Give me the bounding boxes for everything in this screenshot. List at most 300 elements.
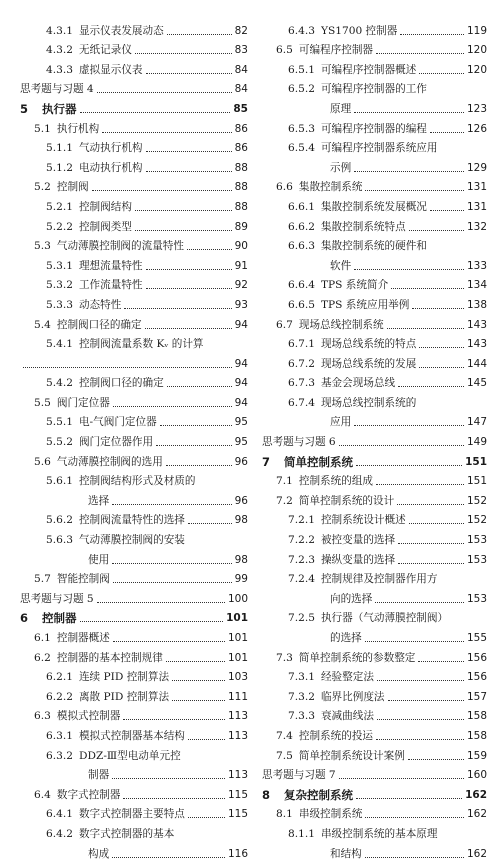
toc-entry <box>20 665 248 685</box>
toc-entry-number: 6.5.4 <box>288 142 315 155</box>
toc-entry-title: 控制系统的组成 <box>298 475 374 488</box>
toc-entry-title: 电动执行机构 <box>78 161 143 174</box>
toc-entry <box>20 508 248 528</box>
toc-entry <box>262 77 487 97</box>
dot-leader <box>365 817 464 818</box>
toc-entry-page: 95 <box>234 436 248 449</box>
toc-entry-page: 131 <box>466 181 487 194</box>
toc-entry-number: 7.2.2 <box>288 534 315 547</box>
toc-entry <box>20 586 248 606</box>
toc-entry-number: 6.3.2 <box>46 749 73 762</box>
toc-entry-title: 衰减曲线法 <box>320 710 374 723</box>
toc-entry-number: 5.4.2 <box>46 377 73 390</box>
toc-entry <box>262 18 487 38</box>
dot-leader <box>430 210 464 211</box>
toc-entry-page: 153 <box>466 534 487 547</box>
toc-entry-title: 执行器（气动薄膜控制阀） <box>320 612 449 625</box>
toc-entry-title: 思考题与习题 6 <box>262 436 336 449</box>
toc-entry-number: 7.3.2 <box>288 690 315 703</box>
toc-entry <box>20 410 248 430</box>
toc-entry-title: 可编程序控制器的工作 <box>320 83 427 96</box>
toc-entry-title: 临界比例度法 <box>320 690 385 703</box>
toc-entry-title: 集散控制系统特点 <box>320 220 406 233</box>
toc-entry-number: 5.5.2 <box>46 436 73 449</box>
toc-entry <box>20 743 248 763</box>
dot-leader <box>166 661 225 662</box>
toc-entry-page: 145 <box>466 377 487 390</box>
toc-entry <box>20 704 248 724</box>
toc-entry <box>20 57 248 77</box>
toc-entry-page: 82 <box>234 24 248 37</box>
toc-entry-number: 4.3.2 <box>46 44 73 57</box>
toc-entry-page: 86 <box>234 142 248 155</box>
toc-entry-title: 原理 <box>330 102 352 115</box>
toc-entry-page: 94 <box>234 377 248 390</box>
dot-leader <box>419 367 464 368</box>
toc-entry-page: 96 <box>234 494 248 507</box>
toc-entry-page: 134 <box>466 279 487 292</box>
toc-entry <box>20 175 248 195</box>
toc-entry-page: 162 <box>465 788 487 801</box>
toc-entry <box>262 390 487 410</box>
toc-entry-page: 158 <box>466 710 487 723</box>
toc-entry <box>20 194 248 214</box>
toc-entry-page: 147 <box>466 416 487 429</box>
toc-entry-page: 115 <box>227 808 248 821</box>
toc-entry-number: 6.5 <box>276 44 293 57</box>
toc-entry-page: 93 <box>234 298 248 311</box>
toc-entry-title: YS1700 控制器 <box>320 24 398 37</box>
toc-entry-page: 119 <box>466 24 487 37</box>
toc-entry-title: 模拟式控制器 <box>56 710 121 723</box>
toc-entry-title: 现场总线控制系统的 <box>320 396 417 409</box>
toc-entry-number: 6.5.2 <box>288 83 315 96</box>
toc-entry-number: 7.5 <box>276 749 293 762</box>
dot-leader <box>123 798 225 799</box>
toc-entry-number: 4.3.3 <box>46 63 73 76</box>
toc-entry-page: 132 <box>466 220 487 233</box>
toc-entry <box>20 312 248 332</box>
toc-entry-page: 156 <box>466 671 487 684</box>
toc-entry-number: 5.1.1 <box>46 142 73 155</box>
toc-entry-number: 6.4.1 <box>46 808 73 821</box>
toc-entry-page: 157 <box>466 690 487 703</box>
dot-leader <box>172 700 225 701</box>
toc-entry-title: 理想流量特性 <box>78 259 143 272</box>
dot-leader <box>188 523 232 524</box>
dot-leader <box>113 641 225 642</box>
dot-leader <box>146 151 232 152</box>
toc-entry-number: 6.7.4 <box>288 396 315 409</box>
dot-leader <box>398 543 464 544</box>
toc-entry-page: 88 <box>234 200 248 213</box>
toc-entry-title: 模拟式控制器基本结构 <box>78 729 185 742</box>
dot-leader <box>146 171 232 172</box>
toc-entry-number: 5.3 <box>34 240 51 253</box>
toc-entry-title: 应用 <box>330 416 352 429</box>
toc-entry <box>20 390 248 410</box>
toc-entry-page: 101 <box>227 632 248 644</box>
toc-entry <box>20 645 248 665</box>
dot-leader <box>419 347 464 348</box>
toc-entry <box>20 763 248 783</box>
toc-entry-title: 控制器 <box>42 612 77 626</box>
toc-entry <box>262 704 487 724</box>
toc-entry <box>20 567 248 587</box>
toc-entry-number: 7 <box>262 454 271 469</box>
toc-entry <box>262 332 487 352</box>
toc-entry-title: 气动薄膜控制阀的安装 <box>78 534 185 547</box>
toc-entry-number: 5.1.2 <box>46 161 73 174</box>
toc-entry <box>262 723 487 743</box>
toc-entry <box>262 567 487 587</box>
toc-entry-title: 简单控制系统设计案例 <box>298 749 405 762</box>
toc-entry-number: 7.3.3 <box>288 710 315 723</box>
toc-entry-title: TPS 系统应用举例 <box>320 298 410 311</box>
toc-entry <box>262 312 487 332</box>
toc-entry <box>262 351 487 371</box>
toc-entry <box>262 821 487 841</box>
toc-entry-title: 控制阀口径的确定 <box>78 377 164 390</box>
toc-entry <box>262 429 487 449</box>
toc-entry-number: 6.6 <box>276 181 293 194</box>
toc-entry-page: 91 <box>234 259 248 272</box>
toc-entry <box>262 96 487 116</box>
toc-entry-number: 6.2 <box>34 651 51 664</box>
toc-entry-title: 串级控制系统 <box>298 808 363 821</box>
dot-leader <box>188 817 225 818</box>
toc-entry-page: 85 <box>233 102 248 115</box>
toc-entry <box>262 155 487 175</box>
toc-entry-number: 7.2.1 <box>288 514 315 527</box>
toc-entry-number: 5.3.3 <box>46 298 73 311</box>
toc-entry-page: 103 <box>227 671 248 684</box>
toc-entry-title: 可编程序控制器概述 <box>320 63 417 76</box>
toc-entry-title: 的选择 <box>330 632 362 644</box>
toc-entry-title: 思考题与习题 5 <box>20 592 94 605</box>
toc-entry <box>262 57 487 77</box>
toc-entry-title: 软件 <box>330 259 352 272</box>
dot-leader <box>365 857 464 858</box>
toc-entry <box>20 332 248 352</box>
toc-entry <box>262 586 487 606</box>
dot-leader <box>80 112 231 113</box>
toc-entry-title: 显示仪表发展动态 <box>78 24 164 37</box>
toc-entry-title: 控制器的基本控制规律 <box>56 651 163 664</box>
toc-entry-page: 120 <box>466 44 487 57</box>
toc-entry-title: 选择 <box>88 494 110 507</box>
toc-entry <box>20 606 248 626</box>
toc-entry <box>20 488 248 508</box>
toc-entry-title: 控制阀类型 <box>78 220 132 233</box>
toc-entry <box>20 723 248 743</box>
toc-entry-number: 6.5.3 <box>288 122 315 135</box>
toc-entry-number: 7.2.3 <box>288 553 315 566</box>
toc-entry-page: 113 <box>227 710 248 723</box>
toc-entry-title: 执行器 <box>42 102 77 116</box>
toc-entry-title: 使用 <box>88 553 110 566</box>
toc-entry-page: 88 <box>234 181 248 194</box>
toc-entry-title: 动态特性 <box>78 298 122 311</box>
dot-leader <box>339 445 464 446</box>
toc-entry-title: 现场总线控制系统 <box>298 318 384 331</box>
toc-entry-title: 简单控制系统的参数整定 <box>298 651 416 664</box>
dot-leader <box>146 269 232 270</box>
toc-entry <box>20 684 248 704</box>
toc-entry-title: 集散控制系统 <box>298 181 363 194</box>
toc-entry-page: 90 <box>234 240 248 253</box>
toc-entry-title: 集散控制系统发展概况 <box>320 200 427 213</box>
toc-entry-number: 6.1 <box>34 632 51 644</box>
toc-entry-number: 8.1.1 <box>288 827 315 840</box>
toc-entry <box>262 194 487 214</box>
dot-leader <box>409 523 464 524</box>
dot-leader <box>145 328 232 329</box>
toc-entry-number: 6.7 <box>276 318 293 331</box>
toc-entry-title: 操纵变量的选择 <box>320 553 396 566</box>
toc-entry <box>262 684 487 704</box>
toc-entry-number: 5.2.2 <box>46 220 73 233</box>
toc-entry-page: 115 <box>227 788 248 801</box>
dot-leader <box>113 406 232 407</box>
toc-entry <box>20 136 248 156</box>
dot-leader <box>376 484 464 485</box>
toc-entry <box>262 175 487 195</box>
toc-entry-page: 101 <box>226 612 248 625</box>
dot-leader <box>188 739 225 740</box>
toc-entry-number: 5.5.1 <box>46 416 73 429</box>
toc-entry <box>262 841 487 861</box>
toc-entry-number: 6.6.5 <box>288 298 315 311</box>
dot-leader <box>156 445 232 446</box>
toc-entry <box>262 214 487 234</box>
toc-entry-page: 162 <box>466 847 487 860</box>
dot-leader <box>412 308 464 309</box>
toc-entry <box>20 253 248 273</box>
toc-entry-title: 简单控制系统 <box>284 455 354 469</box>
toc-entry-page: 131 <box>466 200 487 213</box>
toc-entry <box>262 292 487 312</box>
toc-entry-title: 控制阀结构形式及材质的 <box>78 475 196 488</box>
toc-entry-page: 153 <box>466 553 487 566</box>
toc-entry <box>20 429 248 449</box>
toc-entry-title: 数字式控制器 <box>56 788 121 801</box>
toc-entry-title: 现场总线系统的发展 <box>320 357 417 370</box>
dot-leader <box>376 739 464 740</box>
dot-leader <box>354 171 464 172</box>
dot-leader <box>112 563 231 564</box>
dot-leader <box>391 288 464 289</box>
toc-entry-title: 思考题与习题 7 <box>262 769 336 782</box>
toc-entry-title: 基金会现场总线 <box>320 377 396 390</box>
toc-entry-number: 7.4 <box>276 729 293 742</box>
toc-entry-title: 向的选择 <box>330 592 373 605</box>
toc-entry <box>262 449 487 469</box>
toc-entry-page: 84 <box>234 63 248 76</box>
toc-entry-number: 5.2 <box>34 181 51 194</box>
toc-entry-title: 控制规律及控制器作用方 <box>320 573 438 586</box>
dot-leader <box>400 34 464 35</box>
toc-entry-title: 控制器概述 <box>56 632 110 644</box>
toc-entry <box>20 96 248 116</box>
dot-leader <box>97 92 232 93</box>
toc-entry-title: 电-气阀门定位器 <box>78 416 157 429</box>
toc-entry-number: 6.2.1 <box>46 671 73 684</box>
toc-entry-title: 控制阀流量系数 Kᵥ 的计算 <box>78 338 204 351</box>
toc-entry-number: 6.7.2 <box>288 357 315 370</box>
toc-entry-number: 6.7.1 <box>288 338 315 351</box>
toc-entry-title: 工作流量特性 <box>78 279 143 292</box>
toc-entry-title: 气动执行机构 <box>78 142 143 155</box>
dot-leader <box>97 602 225 603</box>
toc-entry-title: 气动薄膜控制阀的选用 <box>56 455 163 468</box>
toc-entry-title: 简单控制系统的设计 <box>298 494 395 507</box>
dot-leader <box>124 308 231 309</box>
dot-leader <box>112 778 225 779</box>
toc-entry <box>20 527 248 547</box>
toc-entry-number: 6.4.3 <box>288 24 315 37</box>
dot-leader <box>112 504 231 505</box>
toc-entry-title: 控制阀结构 <box>78 200 132 213</box>
dot-leader <box>166 465 232 466</box>
toc-entry-title: TPS 系统简介 <box>320 279 389 292</box>
toc-entry-page: 83 <box>234 44 248 57</box>
toc-entry-title: 阀门定位器 <box>56 396 110 409</box>
toc-entry-number: 5.7 <box>34 573 51 586</box>
toc-entry-page: 100 <box>227 592 248 605</box>
dot-leader <box>187 249 232 250</box>
dot-leader <box>397 504 464 505</box>
toc-entry <box>20 273 248 293</box>
toc-column-left <box>20 18 248 861</box>
dot-leader <box>409 230 464 231</box>
toc-entry <box>20 116 248 136</box>
dot-leader <box>146 73 232 74</box>
dot-leader <box>172 680 225 681</box>
dot-leader <box>375 602 464 603</box>
toc-entry <box>20 371 248 391</box>
toc-entry <box>20 292 248 312</box>
toc-entry-number: 6.4 <box>34 788 51 801</box>
toc-entry-number: 5.1 <box>34 122 51 135</box>
toc-entry-page: 153 <box>466 592 487 605</box>
toc-entry-page: 84 <box>234 83 248 96</box>
dot-leader <box>135 53 232 54</box>
toc-entry-title: 数字式控制器的基本 <box>78 827 175 840</box>
toc-entry-page: 113 <box>227 769 248 782</box>
toc-entry-page: 98 <box>234 553 248 566</box>
toc-entry-number: 6 <box>20 611 29 626</box>
toc-entry <box>262 625 487 645</box>
toc-entry-title: 可编程序控制器 <box>298 44 374 57</box>
toc-entry-page: 160 <box>466 769 487 782</box>
toc-entry-title: DDZ-Ⅲ型电动单元控 <box>78 749 181 762</box>
dot-leader <box>356 798 462 799</box>
toc-entry <box>262 782 487 802</box>
toc-entry-page: 120 <box>466 63 487 76</box>
toc-entry-title: 数字式控制器主要特点 <box>78 808 185 821</box>
toc-entry-page: 96 <box>234 455 248 468</box>
toc-entry-page: 143 <box>466 338 487 351</box>
toc-entry <box>20 449 248 469</box>
toc-entry-page: 113 <box>227 729 248 742</box>
toc-entry <box>262 234 487 254</box>
toc-entry <box>20 351 248 371</box>
toc-entry-number: 6.3 <box>34 710 51 723</box>
toc-entry-title: 可编程序控制器的编程 <box>320 122 427 135</box>
toc-entry <box>262 645 487 665</box>
toc-entry-title: 连续 PID 控制算法 <box>78 671 170 684</box>
toc-entry-page: 162 <box>466 808 487 821</box>
toc-entry-page: 144 <box>466 357 487 370</box>
toc-entry-title: 控制阀口径的确定 <box>56 318 142 331</box>
toc-entry-title: 经验整定法 <box>320 671 374 684</box>
toc-entry <box>20 77 248 97</box>
dot-leader <box>102 132 231 133</box>
toc-entry-title: 控制阀 <box>56 181 89 194</box>
toc-entry-page: 94 <box>234 396 248 409</box>
dot-leader <box>377 719 464 720</box>
toc-entry <box>262 116 487 136</box>
toc-entry-page: 86 <box>234 122 248 135</box>
toc-entry <box>20 841 248 861</box>
toc-entry-title: 气动薄膜控制阀的流量特性 <box>56 240 184 253</box>
toc-entry-number: 7.2.5 <box>288 612 315 625</box>
dot-leader <box>123 719 225 720</box>
dot-leader <box>354 425 464 426</box>
toc-entry-title: 串级控制系统的基本原理 <box>320 827 438 840</box>
toc-entry <box>262 273 487 293</box>
toc-entry-page: 152 <box>466 494 487 507</box>
dot-leader <box>418 661 464 662</box>
toc-entry-title: 智能控制阀 <box>56 573 110 586</box>
dot-leader <box>365 190 464 191</box>
dot-leader <box>408 759 464 760</box>
toc-entry-title: 无纸记录仪 <box>78 44 132 57</box>
toc-entry <box>262 136 487 156</box>
toc-entry-page: 123 <box>466 102 487 115</box>
toc-entry-title: 复杂控制系统 <box>284 788 354 802</box>
toc-entry <box>20 155 248 175</box>
dot-leader <box>365 641 464 642</box>
toc-entry-page: 99 <box>234 573 248 586</box>
dot-leader <box>113 582 232 583</box>
dot-leader <box>354 269 464 270</box>
toc-entry-number: 7.2.4 <box>288 573 315 586</box>
toc-entry-title: 阀门定位器作用 <box>78 436 154 449</box>
toc-entry-number: 5 <box>20 101 29 116</box>
toc-entry-page: 156 <box>466 651 487 664</box>
toc-entry-page: 129 <box>466 161 487 174</box>
toc-entry <box>20 469 248 489</box>
toc-entry-number: 7.3 <box>276 651 293 664</box>
dot-leader <box>339 778 464 779</box>
toc-entry-number: 7.1 <box>276 475 293 488</box>
toc-entry-number: 5.4 <box>34 318 51 331</box>
toc-entry <box>262 527 487 547</box>
toc-entry-number: 8.1 <box>276 808 293 821</box>
toc-entry <box>262 743 487 763</box>
toc-entry-number: 4.3.1 <box>46 24 73 37</box>
toc-entry-number: 8 <box>262 787 271 802</box>
toc-column-right <box>262 18 487 861</box>
toc-entry-number: 5.2.1 <box>46 200 73 213</box>
toc-entry-title: 和结构 <box>330 847 362 860</box>
dot-leader <box>354 112 464 113</box>
toc-entry <box>262 410 487 430</box>
toc-entry-title: 控制阀流量特性的选择 <box>78 514 185 527</box>
dot-leader <box>419 73 464 74</box>
